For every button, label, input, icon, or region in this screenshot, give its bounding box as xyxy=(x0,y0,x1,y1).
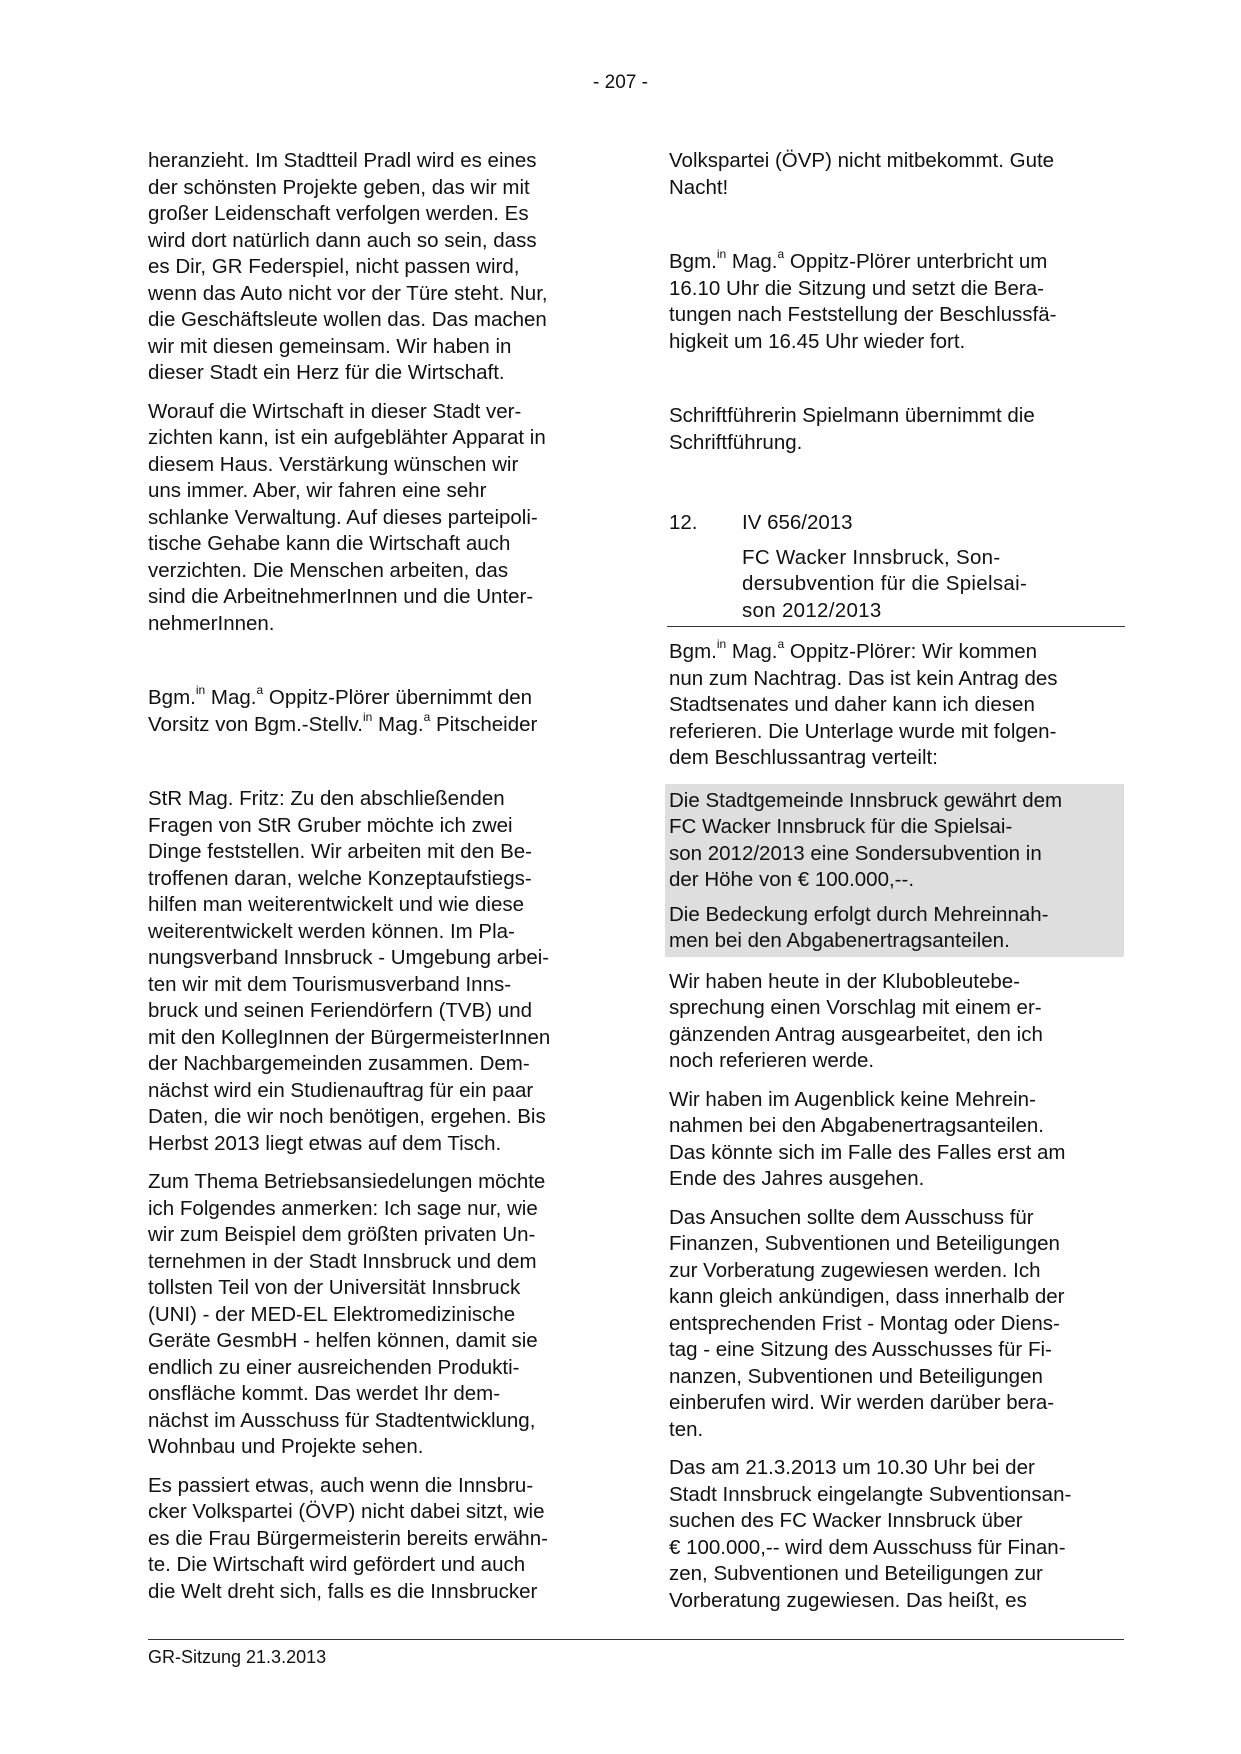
paragraph: Wir haben heute in der Klubobleutebe- sprechung einen Vorschlag mit einem er- gänzenden Antrag ausgearbeitet, den ich noch referieren werde. xyxy=(669,969,1043,1072)
motion-text: Die Stadtgemeinde Innsbruck gewährt dem FC Wacker Innsbruck für die Spielsai- son 2012/2013 eine Sondersubvention in der Höhe von € 100.000,--. xyxy=(669,788,1063,891)
footer-divider xyxy=(148,1639,1124,1640)
agenda-item-reference: IV 656/2013 xyxy=(742,511,853,534)
left-column xyxy=(148,148,598,1617)
paragraph: Schriftführerin Spielmann übernimmt die Schriftführung. xyxy=(669,404,1035,454)
paragraph: Zum Thema Betriebsansiedelungen möchte ich Folgendes anmerken: Ich sage nur, wie wir zum Beispiel dem größten privaten Un- ternehmen in der Stadt Innsbruck und dem tollsten Teil von der Universität Innsbruck (UNI) - der MED-EL Elektromedizinische Geräte GesmbH - helfen können, damit sie endlich zu einer ausreichenden Produkti- onsfläche kommt. Das werdet Ihr dem- nächst im Ausschuss für Stadtentwicklung, Wohnbau und Projekte sehen. xyxy=(148,1170,546,1458)
paragraph: Worauf die Wirtschaft in dieser Stadt ver- zichten kann, ist ein aufgeblähter Apparat in diesem Haus. Verstärkung wünschen wir uns immer. Aber, wir fahren eine sehr schlanke Verwaltung. Auf dieses parteipoli- tische Gehabe kann die Wirtschaft auch verzichten. Die Menschen arbeiten, das sind die ArbeitnehmerInnen und die Unter- nehmerInnen. xyxy=(148,399,546,635)
chair-handover-note: Bgm.$^{in}$ Mag.$^a$ Oppitz-Plörer übernimmt den Vorsitz von Bgm.-Stellv.$^{in}$ Mag.$^a$ Pitscheider xyxy=(148,683,538,736)
agenda-item-number: 12. xyxy=(669,511,698,534)
paragraph: Es passiert etwas, auch wenn die Innsbru- cker Volkspartei (ÖVP) nicht dabei sitzt, wie es die Frau Bürgermeisterin bereits erwähn- te. Die Wirtschaft wird gefördert und auch die Welt dreht sich, falls es die Innsbrucker xyxy=(148,1473,548,1603)
session-break-note: Bgm.$^{in}$ Mag.$^a$ Oppitz-Plörer unterbricht um 16.10 Uhr die Sitzung und setzt die Bera- tungen nach Feststellung der Beschlussfä- higkeit um 16.45 Uhr wieder fort. xyxy=(669,247,1057,353)
paragraph: Volkspartei (ÖVP) nicht mitbekommt. Gute Nacht! xyxy=(669,149,1055,199)
agenda-item-title: FC Wacker Innsbruck, Son- dersubvention für die Spielsai- son 2012/2013 xyxy=(742,545,1028,622)
paragraph: Das Ansuchen sollte dem Ausschuss für Finanzen, Subventionen und Beteiligungen zur Vorberatung zugewiesen werden. Ich kann gleich ankündigen, dass innerhalb der entsprechenden Frist - Montag oder Diens- tag - eine Sitzung des Ausschusses für Fi- nanzen, Subventionen und Beteiligungen einberufen wird. Wir werden darüber bera- ten. xyxy=(669,1205,1065,1441)
paragraph: heranzieht. Im Stadtteil Pradl wird es eines der schönsten Projekte geben, das wir mit großer Leidenschaft verfolgen werden. Es wird dort natürlich dann auch so sein, dass es Dir, GR Federspiel, nicht passen wird, wenn das Auto nicht vor der Türe steht. Nur, die Geschäftsleute wollen das. Das machen wir mit diesen gemeinsam. Wir haben in dieser Stadt ein Herz für die Wirtschaft. xyxy=(148,149,548,384)
motion-text: Die Bedeckung erfolgt durch Mehreinnah- men bei den Abgabenertragsanteilen. xyxy=(669,902,1049,952)
agenda-item-header xyxy=(669,510,1124,537)
footer-text: GR-Sitzung 21.3.2013 xyxy=(148,1647,327,1667)
divider xyxy=(667,626,1125,627)
page-number: - 207 - xyxy=(593,72,648,93)
paragraph: Wir haben im Augenblick keine Mehrein- nahmen bei den Abgabenertragsanteilen. Das könnte sich im Falle des Falles erst am Ende des Jahres ausgehen. xyxy=(669,1087,1066,1190)
paragraph: Bgm.$^{in}$ Mag.$^a$ Oppitz-Plörer: Wir kommen nun zum Nachtrag. Das ist kein Antrag des Stadtsenates und daher kann ich diesen referieren. Die Unterlage wurde mit folgen- dem Beschlussantrag verteilt: xyxy=(669,637,1058,769)
right-column xyxy=(669,148,1124,1626)
paragraph: StR Mag. Fritz: Zu den abschließenden Fragen von StR Gruber möchte ich zwei Dinge feststellen. Wir arbeiten mit den Be- troffenen daran, welche Konzeptaufstiegs- hilfen man weiterentwickelt und wie diese weiterentwickelt werden können. Im Pla- nungsverband Innsbruck - Umgebung arbei- ten wir mit dem Tourismusverband Inns- bruck und seinen Feriendörfern (TVB) und mit den KollegInnen der BürgermeisterInnen der Nachbargemeinden zusammen. Dem- nächst wird ein Studienauftrag für ein paar Daten, die wir noch benötigen, ergehen. Bis Herbst 2013 liegt etwas auf dem Tisch. xyxy=(148,787,551,1155)
paragraph: Das am 21.3.2013 um 10.30 Uhr bei der Stadt Innsbruck eingelangte Subventionsan- suchen des FC Wacker Innsbruck über € 100.000,-- wird dem Ausschuss für Finan- zen, Subventionen und Beteiligungen zur Vorberatung zugewiesen. Das heißt, es xyxy=(669,1456,1072,1612)
motion-box xyxy=(665,784,1124,957)
